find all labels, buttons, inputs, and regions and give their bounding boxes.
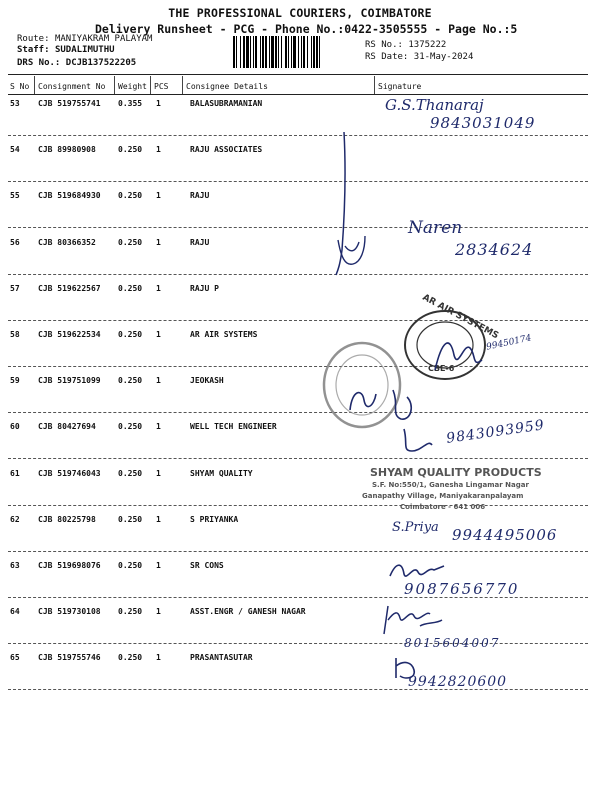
col-sno: S No xyxy=(10,82,30,91)
row-sno: 60 xyxy=(10,422,20,432)
signature-60-mark xyxy=(398,425,438,455)
runsheet-title: Delivery Runsheet - PCG - Phone No.:0422-3505555 - Page No.:5 xyxy=(95,22,518,36)
row-weight: 0.250 xyxy=(118,561,143,570)
barcode-gap xyxy=(320,36,323,68)
row-separator xyxy=(8,551,588,552)
signature-53-phone: 9843031049 xyxy=(430,114,536,132)
column-divider xyxy=(150,76,151,94)
col-pcs: PCS xyxy=(154,82,169,91)
row-consignee: SR CONS xyxy=(190,561,224,570)
row-consignment-no: CJB 519751099 xyxy=(38,376,101,386)
column-divider xyxy=(182,76,183,94)
route-value: MANIYAKRAM PALAYAM xyxy=(54,34,153,44)
row-sno: 58 xyxy=(10,330,20,339)
row-pcs: 1 xyxy=(156,376,161,386)
signature-58-mark xyxy=(430,330,490,380)
signature-65-phone: 9942820600 xyxy=(408,674,508,690)
row-separator xyxy=(8,227,588,228)
row-consignee: ASST.ENGR / GANESH NAGAR xyxy=(190,607,306,617)
row-weight: 0.250 xyxy=(118,653,143,663)
ar-air-stamp-city: CBE-6 xyxy=(428,364,455,373)
row-pcs: 1 xyxy=(156,283,161,293)
row-weight: 0.250 xyxy=(118,607,143,617)
row-consignment-no: CJB 80427694 xyxy=(38,422,96,432)
row-consignment-no: CJB 519755741 xyxy=(38,99,101,108)
row-pcs: 1 xyxy=(156,607,161,617)
row-consignee: WELL TECH ENGINEER xyxy=(190,422,277,432)
signature-59-mark xyxy=(385,385,425,425)
row-separator xyxy=(8,412,588,413)
row-consignment-no: CJB 519698076 xyxy=(38,561,101,570)
row-consignee: SHYAM QUALITY xyxy=(190,468,253,478)
row-weight: 0.250 xyxy=(118,422,143,432)
row-pcs: 1 xyxy=(156,237,161,247)
row-sno: 65 xyxy=(10,653,20,663)
row-sno: 53 xyxy=(10,99,20,108)
row-consignee: S PRIYANKA xyxy=(190,514,239,524)
col-weight: Weight xyxy=(118,82,147,91)
staff-line xyxy=(17,45,115,55)
row-consignment-no: CJB 519746043 xyxy=(38,468,101,478)
staff-label: Staff: xyxy=(17,45,50,55)
row-separator xyxy=(8,458,588,459)
row-sno: 57 xyxy=(10,283,20,293)
row-weight: 0.250 xyxy=(118,468,143,478)
row-consignee: AR AIR SYSTEMS xyxy=(190,330,258,339)
rs-no-value: 1375222 xyxy=(408,40,447,50)
row-weight: 0.250 xyxy=(118,191,143,201)
row-separator xyxy=(8,181,588,182)
row-sno: 63 xyxy=(10,561,20,570)
row-separator xyxy=(8,274,588,275)
col-signature: Signature xyxy=(378,82,422,91)
signature-62: S.Priya xyxy=(392,520,439,535)
signature-64-mark xyxy=(380,600,450,640)
row-separator xyxy=(8,643,588,644)
row-sno: 64 xyxy=(10,607,20,617)
row-consignee: BALASUBRAMANIAN xyxy=(190,99,263,108)
row-weight: 0.355 xyxy=(118,99,143,108)
signature-62-phone: 9944495006 xyxy=(452,526,558,544)
row-pcs: 1 xyxy=(156,514,161,524)
row-weight: 0.250 xyxy=(118,330,143,339)
row-consignee: JEOKASH xyxy=(190,376,224,386)
shyam-stamp-name: SHYAM QUALITY PRODUCTS xyxy=(370,466,542,479)
row-consignment-no: CJB 519684930 xyxy=(38,191,101,201)
ar-air-stamp-text: AR AIR SYSTEMS xyxy=(420,292,501,342)
route-line xyxy=(17,34,152,44)
route-label: Route: xyxy=(17,34,50,44)
signature-53: G.S.Thanaraj xyxy=(385,96,484,114)
header-top-rule xyxy=(8,74,588,75)
row-consignment-no: CJB 519730108 xyxy=(38,607,101,617)
signature-64-phone: 8015604007 xyxy=(404,636,501,650)
row-consignee: RAJU xyxy=(190,191,210,201)
row-consignee: RAJU xyxy=(190,237,210,247)
company-name: THE PROFESSIONAL COURIERS, COIMBATORE xyxy=(168,6,432,20)
row-sno: 59 xyxy=(10,376,20,386)
row-weight: 0.250 xyxy=(118,237,143,247)
row-sno: 56 xyxy=(10,237,20,247)
signature-63-phone: 9087656770 xyxy=(404,580,520,598)
signature-60-phone: 9843093959 xyxy=(445,417,546,447)
row-consignment-no: CJB 80366352 xyxy=(38,237,96,247)
header-bottom-rule xyxy=(8,94,588,95)
row-consignee: PRASANTASUTAR xyxy=(190,653,253,663)
row-consignment-no: CJB 519755746 xyxy=(38,653,101,663)
row-separator xyxy=(8,505,588,506)
check-scribble-mark xyxy=(335,232,369,272)
row-pcs: 1 xyxy=(156,561,161,570)
drs-line xyxy=(17,58,136,68)
row-consignee: RAJU P xyxy=(190,283,219,293)
row-pcs: 1 xyxy=(156,468,161,478)
row-consignment-no: CJB 519622534 xyxy=(38,330,101,339)
row-pcs: 1 xyxy=(156,422,161,432)
signature-56: Naren xyxy=(408,218,463,238)
row-sno: 54 xyxy=(10,145,20,155)
row-pcs: 1 xyxy=(156,145,161,155)
row-sno: 61 xyxy=(10,468,20,478)
signature-58-phone: 99450174 xyxy=(485,333,533,353)
row-weight: 0.250 xyxy=(118,283,143,293)
row-pcs: 1 xyxy=(156,99,161,108)
staff-value: SUDALIMUTHU xyxy=(54,45,115,55)
col-consignment: Consignment No xyxy=(38,82,106,91)
row-consignment-no: CJB 80225798 xyxy=(38,514,96,524)
row-separator xyxy=(8,366,588,367)
row-weight: 0.250 xyxy=(118,376,143,386)
row-separator xyxy=(8,135,588,136)
barcode xyxy=(233,36,355,68)
shyam-stamp-address2: Ganapathy Village, Maniyakaranpalayam xyxy=(362,492,524,500)
row-separator xyxy=(8,320,588,321)
row-weight: 0.250 xyxy=(118,145,143,155)
row-weight: 0.250 xyxy=(118,514,143,524)
rs-no-line xyxy=(365,40,446,50)
rs-no-label: RS No.: xyxy=(365,40,403,50)
rs-date-line xyxy=(365,52,473,62)
rs-date-value: 31-May-2024 xyxy=(413,52,474,62)
row-sno: 62 xyxy=(10,514,20,524)
row-pcs: 1 xyxy=(156,330,161,339)
drs-value: DCJB137522205 xyxy=(65,58,137,68)
shyam-stamp-city: Coimbatore - 641 006 xyxy=(400,503,486,511)
shyam-stamp-address1: S.F. No:550/1, Ganesha Lingamar Nagar xyxy=(372,481,529,489)
row-pcs: 1 xyxy=(156,191,161,201)
signature-56-phone: 2834624 xyxy=(455,240,534,259)
row-consignment-no: CJB 519622567 xyxy=(38,283,101,293)
row-consignee: RAJU ASSOCIATES xyxy=(190,145,263,155)
column-divider xyxy=(114,76,115,94)
drs-label: DRS No.: xyxy=(17,58,61,68)
col-details: Consignee Details xyxy=(186,82,268,91)
row-pcs: 1 xyxy=(156,653,161,663)
column-divider xyxy=(374,76,375,94)
rs-date-label: RS Date: xyxy=(365,52,409,62)
column-divider xyxy=(34,76,35,94)
row-sno: 55 xyxy=(10,191,20,201)
row-consignment-no: CJB 89980908 xyxy=(38,145,96,155)
